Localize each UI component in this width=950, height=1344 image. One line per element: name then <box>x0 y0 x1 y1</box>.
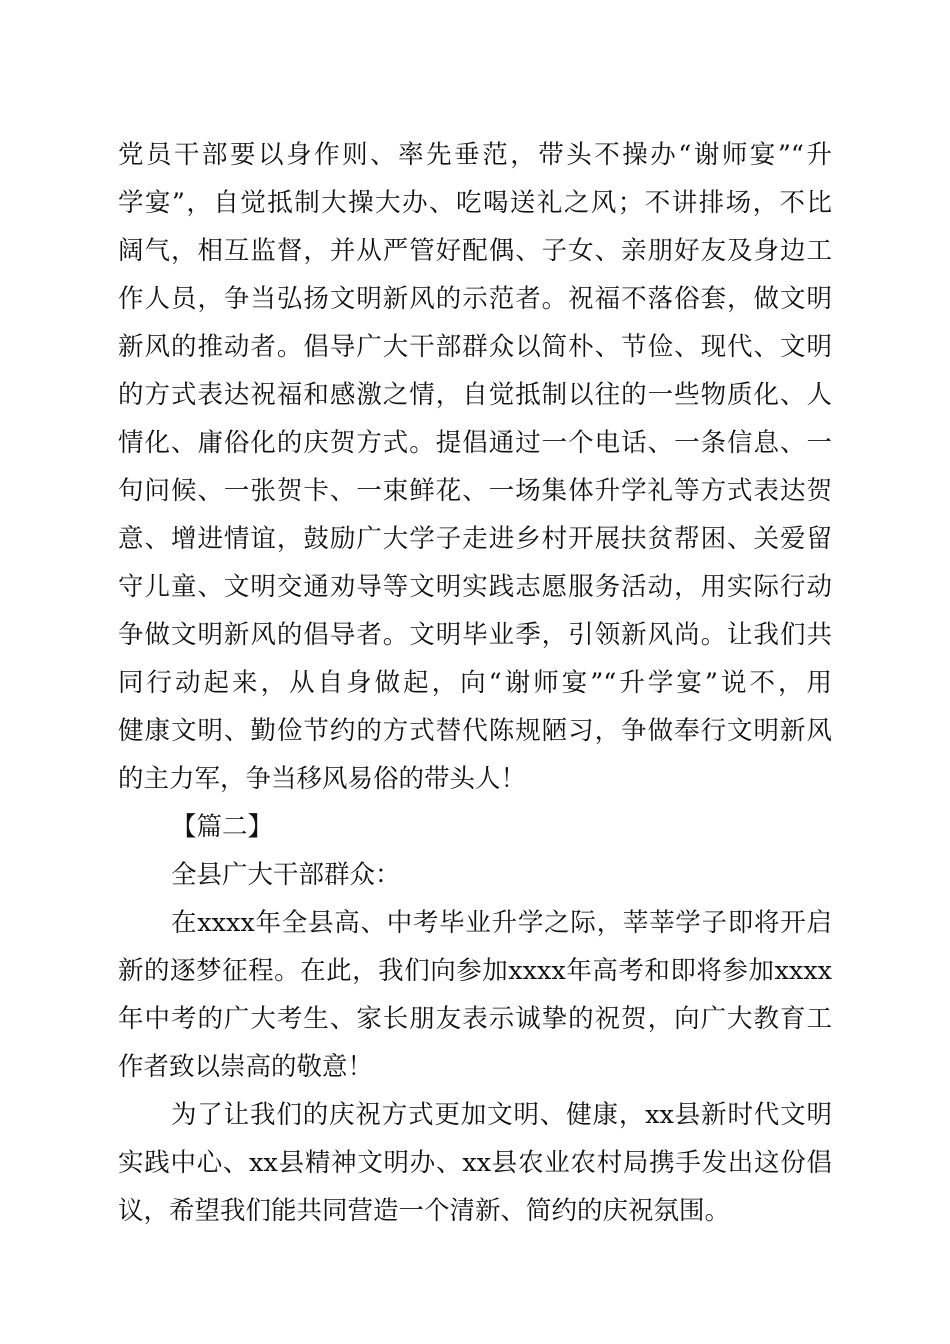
body-text-line: 情化、庸俗化的庆贺方式。提倡通过一个电话、一条信息、一 <box>118 428 832 458</box>
body-text-line: 新的逐梦征程。在此，我们向参加xxxx年高考和即将参加xxxx <box>118 956 832 986</box>
body-text-line: 的方式表达祝福和感激之情，自觉抵制以往的一些物质化、人 <box>118 380 832 410</box>
section-heading: 【篇二】 <box>171 812 274 842</box>
body-text-line: 阔气，相互监督，并从严管好配偶、子女、亲朋好友及身边工 <box>118 236 832 266</box>
salutation: 全县广大干部群众： <box>171 860 401 890</box>
body-text-line: 新风的推动者。倡导广大干部群众以简朴、节俭、现代、文明 <box>118 332 832 362</box>
body-text-line: 争做文明新风的倡导者。文明毕业季，引领新风尚。让我们共 <box>118 620 832 650</box>
body-text-line: 党员干部要以身作则、率先垂范，带头不操办“谢师宴”“升 <box>118 140 832 170</box>
body-text-line: 在xxxx年全县高、中考毕业升学之际，莘莘学子即将开启 <box>171 908 832 938</box>
body-text-line: 学宴”，自觉抵制大操大办、吃喝送礼之风；不讲排场，不比 <box>118 188 832 218</box>
body-text-line: 同行动起来，从自身做起，向“谢师宴”“升学宴”说不，用 <box>118 668 832 698</box>
body-text-line: 守儿童、文明交通劝导等文明实践志愿服务活动，用实际行动 <box>118 572 832 602</box>
body-text-line: 议，希望我们能共同营造一个清新、简约的庆祝氛围。 <box>118 1196 731 1226</box>
body-text-line: 作者致以崇高的敬意！ <box>118 1052 374 1082</box>
body-text-line: 年中考的广大考生、家长朋友表示诚挚的祝贺，向广大教育工 <box>118 1004 832 1034</box>
body-text-line: 意、增进情谊，鼓励广大学子走进乡村开展扶贫帮困、关爱留 <box>118 524 832 554</box>
body-text-line: 作人员，争当弘扬文明新风的示范者。祝福不落俗套，做文明 <box>118 284 832 314</box>
body-text-line: 健康文明、勤俭节约的方式替代陈规陋习，争做奉行文明新风 <box>118 716 832 746</box>
body-text-line: 句问候、一张贺卡、一束鲜花、一场集体升学礼等方式表达贺 <box>118 476 832 506</box>
body-text-line: 实践中心、xx县精神文明办、xx县农业农村局携手发出这份倡 <box>118 1148 832 1178</box>
body-text-line: 为了让我们的庆祝方式更加文明、健康，xx县新时代文明 <box>171 1100 832 1130</box>
body-text-line: 的主力军，争当移风易俗的带头人！ <box>118 764 527 794</box>
